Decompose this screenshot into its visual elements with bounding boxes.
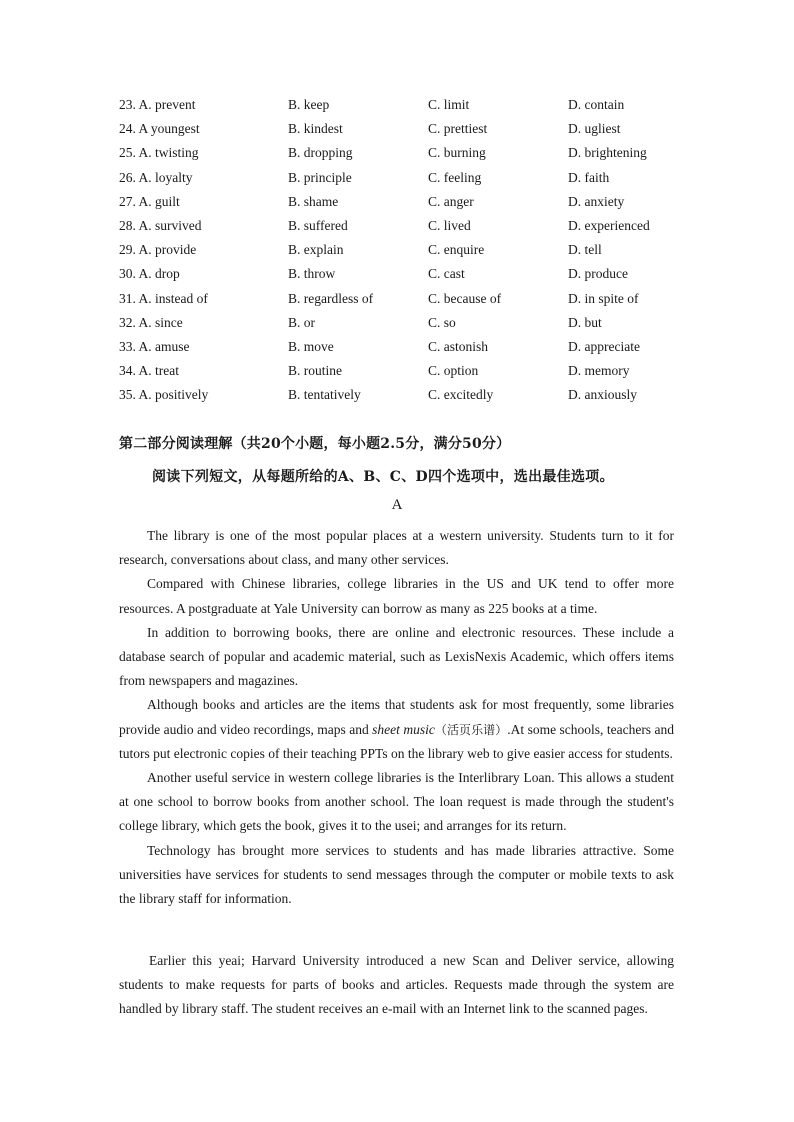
passage-body bbox=[119, 524, 674, 911]
option-row bbox=[119, 335, 679, 359]
section-instruction: 阅读下列短文，从每题所给的A、B、C、D四个选项中，选出最佳选项。 bbox=[152, 469, 614, 485]
option-c: C. because of bbox=[428, 290, 502, 306]
option-c: C. limit bbox=[428, 97, 470, 112]
option-row bbox=[119, 287, 679, 311]
option-d: D. tell bbox=[568, 242, 602, 258]
option-c: C. lived bbox=[428, 217, 471, 233]
option-c: C. burning bbox=[428, 145, 486, 161]
option-c: C. option bbox=[428, 363, 479, 379]
paragraph: Earlier this yeai; Harvard University introduced a new Scan and Deliver service, allowing students to make requests for parts of books and articles. Requests made through the system are handled by library staff. The student receives an e-mail with an Internet link to the scanned pages. bbox=[119, 953, 674, 1017]
paragraph: Another useful service in western college libraries is the Interlibrary Loan. This allows a student at one school to borrow books from another school. The loan request is made through the student's college library, which gets the book, gives it to the usei; and arranges for its return. bbox=[119, 770, 674, 834]
option-a: 29. A. provide bbox=[119, 242, 197, 258]
option-d: D. but bbox=[568, 314, 602, 330]
option-d: D. produce bbox=[568, 266, 628, 282]
answer-options bbox=[119, 93, 679, 407]
option-row bbox=[119, 190, 679, 214]
italic-term: sheet music bbox=[372, 721, 435, 737]
option-a: 35. A. positively bbox=[119, 387, 209, 403]
option-c: C. excitedly bbox=[428, 387, 494, 403]
option-a: 28. A. survived bbox=[119, 217, 202, 233]
option-d: D. memory bbox=[568, 363, 630, 379]
option-b: B. kindest bbox=[288, 121, 343, 137]
option-b: B. move bbox=[288, 338, 334, 354]
option-b: B. explain bbox=[288, 242, 344, 258]
option-row bbox=[119, 383, 679, 407]
option-row bbox=[119, 141, 679, 165]
option-b: B. tentatively bbox=[288, 387, 361, 403]
option-d: D. appreciate bbox=[568, 338, 640, 354]
option-row bbox=[119, 311, 679, 335]
option-row bbox=[119, 214, 679, 238]
paragraph: Technology has brought more services to students and has made libraries attractive. Some universities have services for students to send messages through the computer or mobile texts to ask the library staff for information. bbox=[119, 842, 674, 907]
paragraph bbox=[119, 693, 674, 766]
option-c: C. astonish bbox=[428, 338, 489, 354]
option-a: 32. A. since bbox=[119, 314, 183, 330]
option-d: D. contain bbox=[568, 97, 625, 112]
option-a: 30. A. drop bbox=[119, 266, 180, 282]
option-b: B. regardless of bbox=[288, 290, 374, 306]
paragraph: In addition to borrowing books, there are online and electronic resources. These include a database search of popular and academic material, such as LexisNexis Academic, which offers items from newspapers and magazines. bbox=[119, 624, 674, 689]
option-b: B. routine bbox=[288, 363, 342, 379]
option-a: 31. A. instead of bbox=[119, 290, 208, 306]
option-b: B. suffered bbox=[288, 217, 348, 233]
option-d: D. anxiety bbox=[568, 193, 625, 209]
passage-letter: A bbox=[391, 497, 403, 513]
option-b: B. dropping bbox=[288, 145, 353, 161]
option-b: B. or bbox=[288, 314, 315, 330]
option-a: 24. A youngest bbox=[119, 121, 200, 137]
option-d: D. in spite of bbox=[568, 290, 639, 306]
chinese-gloss: （活页乐谱） bbox=[434, 722, 508, 737]
option-d: D. brightening bbox=[568, 145, 647, 161]
option-a: 23. A. prevent bbox=[119, 97, 196, 112]
option-a: 26. A. loyalty bbox=[119, 169, 193, 185]
option-c: C. cast bbox=[428, 266, 465, 282]
option-a: 25. A. twisting bbox=[119, 145, 199, 161]
option-c: C. enquire bbox=[428, 242, 485, 258]
paragraph: Compared with Chinese libraries, college libraries in the US and UK tend to offer more resources. A postgraduate at Yale University can borrow as many as 225 books at a time. bbox=[119, 576, 674, 616]
passage-body-continued bbox=[119, 949, 674, 1022]
option-row bbox=[119, 117, 679, 141]
option-row bbox=[119, 238, 679, 262]
option-d: D. experienced bbox=[568, 217, 650, 233]
option-row bbox=[119, 93, 679, 117]
option-row bbox=[119, 262, 679, 286]
option-d: D. ugliest bbox=[568, 121, 621, 137]
option-row bbox=[119, 359, 679, 383]
section-title: 第二部分阅读理解（共20个小题，每小题2.5分，满分50分） bbox=[119, 436, 511, 452]
option-b: B. throw bbox=[288, 266, 336, 282]
option-c: C. prettiest bbox=[428, 121, 488, 137]
option-b: B. shame bbox=[288, 193, 339, 209]
option-a: 33. A. amuse bbox=[119, 338, 190, 354]
option-a: 34. A. treat bbox=[119, 363, 179, 379]
option-c: C. anger bbox=[428, 193, 474, 209]
paragraph: The library is one of the most popular places at a western university. Students turn to it for research, conversations about class, and many other services. bbox=[119, 528, 674, 568]
option-a: 27. A. guilt bbox=[119, 193, 180, 209]
option-b: B. keep bbox=[288, 97, 330, 112]
paragraph-text: Although books and articles are the items that students ask for most frequently, some libraries provide audio and video recordings, maps and bbox=[119, 697, 674, 737]
option-d: D. faith bbox=[568, 169, 610, 185]
option-row bbox=[119, 166, 679, 190]
option-b: B. principle bbox=[288, 169, 352, 185]
option-c: C. feeling bbox=[428, 169, 482, 185]
paragraph-text: .At some schools, teachers and tutors put electronic copies of their teaching PPTs on the library web to give easier access for students. bbox=[119, 721, 674, 761]
option-c: C. so bbox=[428, 314, 456, 330]
option-d: D. anxiously bbox=[568, 387, 637, 403]
